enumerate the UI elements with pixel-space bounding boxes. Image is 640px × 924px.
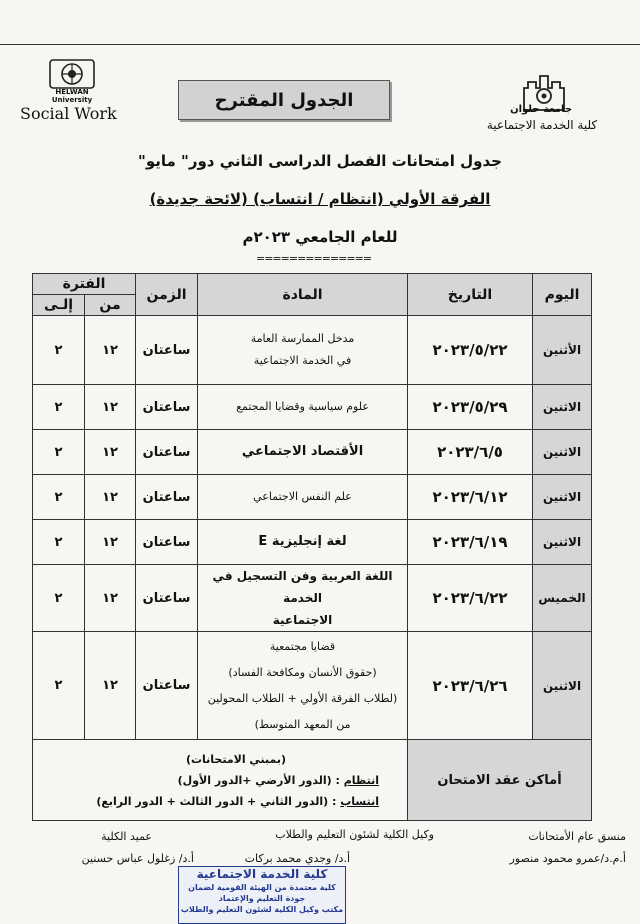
row-to: ٢ <box>33 520 85 565</box>
row-subject <box>198 520 408 565</box>
affiliate-label: انتساب <box>340 794 380 808</box>
vice-dean-title: وكيل الكلية لشئون التعليم والطلاب <box>275 828 434 841</box>
row-day: الاثنين <box>533 632 592 740</box>
subject-line: في الخدمة الاجتماعية <box>253 354 352 367</box>
subject-line: مدخل الممارسة العامة <box>250 332 355 345</box>
separator-line: ============== <box>256 252 372 265</box>
row-from: ١٢ <box>85 632 136 740</box>
header-row <box>33 274 592 295</box>
exam-schedule-table <box>32 273 592 821</box>
regular-label: انتظام <box>343 773 380 787</box>
exam-locations <box>33 740 408 821</box>
row-day: الاثنين <box>533 475 592 520</box>
vice-dean-name: أ.د/ وجدي محمد بركات <box>244 852 350 865</box>
subject-line: الاجتماعية <box>272 613 333 627</box>
stamp-line1: كلية الخدمة الاجتماعية <box>196 867 328 881</box>
subject-line: (لطلاب الفرقة الأولي + الطلاب المحولين <box>207 691 398 705</box>
row-subject <box>198 316 408 385</box>
row-date: ٢٠٢٣/٦/١٢ <box>408 475 533 520</box>
table-row <box>33 632 592 740</box>
row-subject <box>198 430 408 475</box>
row-time: ساعتان <box>136 385 198 430</box>
locations-row <box>33 740 592 821</box>
row-subject <box>198 632 408 740</box>
locations-regular <box>33 770 379 791</box>
row-to: ٢ <box>33 316 85 385</box>
row-subject <box>198 565 408 632</box>
row-day: الاثنين <box>533 430 592 475</box>
top-rule <box>0 44 640 45</box>
table-row <box>33 385 592 430</box>
official-stamp <box>178 866 346 924</box>
stamp-line3: مكتب وكيل الكلية لشئون التعليم والطلاب <box>180 905 344 914</box>
locations-building: (بمبني الامتحانات) <box>185 752 287 766</box>
stamp-line2: كلية معتمدة من الهيئة القومية لضمان جودة التعليم والإعتماد <box>188 883 336 903</box>
social-work-label: Social Work <box>20 104 117 123</box>
row-date: ٢٠٢٣/٦/٢٢ <box>408 565 533 632</box>
year-group-text: الفرقة الأولي (انتظام / انتساب) (لائحة جديدة) <box>149 190 491 208</box>
table-row <box>33 520 592 565</box>
table-row <box>33 565 592 632</box>
row-to: ٢ <box>33 565 85 632</box>
row-from: ١٢ <box>85 430 136 475</box>
row-day: الاثنين <box>533 385 592 430</box>
row-date: ٢٠٢٣/٦/٥ <box>408 430 533 475</box>
table-row <box>33 316 592 385</box>
row-from: ١٢ <box>85 316 136 385</box>
row-to: ٢ <box>33 430 85 475</box>
locations-affiliate <box>33 791 379 812</box>
dean-title: عميد الكلية <box>101 830 152 843</box>
academic-year-title: للعام الجامعي ٢٠٢٣م <box>242 228 398 246</box>
row-to: ٢ <box>33 475 85 520</box>
row-date: ٢٠٢٣/٦/١٩ <box>408 520 533 565</box>
exam-schedule-title: جدول امتحانات الفصل الدراسى الثاني دور" مايو" <box>138 152 502 170</box>
subject-line: علوم سياسية وقضايا المجتمع <box>236 400 369 413</box>
helwan-logo-text: HELWAN University <box>51 88 93 104</box>
row-time: ساعتان <box>136 565 198 632</box>
year-group-title <box>0 190 640 208</box>
row-time: ساعتان <box>136 316 198 385</box>
row-date: ٢٠٢٣/٥/٢٩ <box>408 385 533 430</box>
row-day: الأثنين <box>533 316 592 385</box>
dean-name: أ.د/ زغلول عباس حسنين <box>81 852 194 865</box>
table-row <box>33 430 592 475</box>
header-subject: المادة <box>198 274 408 316</box>
row-to: ٢ <box>33 385 85 430</box>
regular-value: : (الدور الأرضي +الدور الأول) <box>177 773 340 787</box>
header-from: من <box>85 295 136 316</box>
subject-line: اللغة العربية وفن التسجيل في الخدمة <box>212 569 393 605</box>
row-subject <box>198 385 408 430</box>
row-from: ١٢ <box>85 520 136 565</box>
row-time: ساعتان <box>136 475 198 520</box>
header-day: اليوم <box>533 274 592 316</box>
row-to: ٢ <box>33 632 85 740</box>
subject-line: (حقوق الأنسان ومكافحة الفساد) <box>228 665 377 679</box>
row-from: ١٢ <box>85 475 136 520</box>
header-time: الزمن <box>136 274 198 316</box>
row-time: ساعتان <box>136 430 198 475</box>
proposed-schedule-title: الجدول المقترح <box>178 80 390 120</box>
row-day: الخميس <box>533 565 592 632</box>
subject-line: قضايا مجتمعية <box>269 639 336 653</box>
university-name-ar: جامعة حلوان <box>510 104 572 115</box>
table-row <box>33 475 592 520</box>
row-time: ساعتان <box>136 520 198 565</box>
row-from: ١٢ <box>85 565 136 632</box>
row-from: ١٢ <box>85 385 136 430</box>
subject-line: الأقتصاد الاجتماعي <box>241 444 364 459</box>
row-subject <box>198 475 408 520</box>
header-date: التاريخ <box>408 274 533 316</box>
coordinator-name: أ.م.د/عمرو محمود منصور <box>509 852 626 865</box>
row-day: الاثنين <box>533 520 592 565</box>
subject-line: علم النفس الاجتماعي <box>253 490 352 503</box>
faculty-name-ar: كلية الخدمة الاجتماعية <box>486 118 598 132</box>
header-period: الفترة <box>33 274 136 295</box>
affiliate-value: : (الدور الثاني + الدور الثالث + الدور الرابع) <box>96 794 337 808</box>
row-date: ٢٠٢٣/٥/٢٢ <box>408 316 533 385</box>
subject-line: من المعهد المتوسط) <box>254 717 351 731</box>
row-date: ٢٠٢٣/٦/٢٦ <box>408 632 533 740</box>
exam-locations-label: أماكن عقد الامتحان <box>408 740 592 821</box>
subject-line: لغة إنجليزية E <box>258 534 347 549</box>
row-time: ساعتان <box>136 632 198 740</box>
header-to: إلـى <box>33 295 85 316</box>
coordinator-title: منسق عام الأمتحانات <box>528 830 626 843</box>
